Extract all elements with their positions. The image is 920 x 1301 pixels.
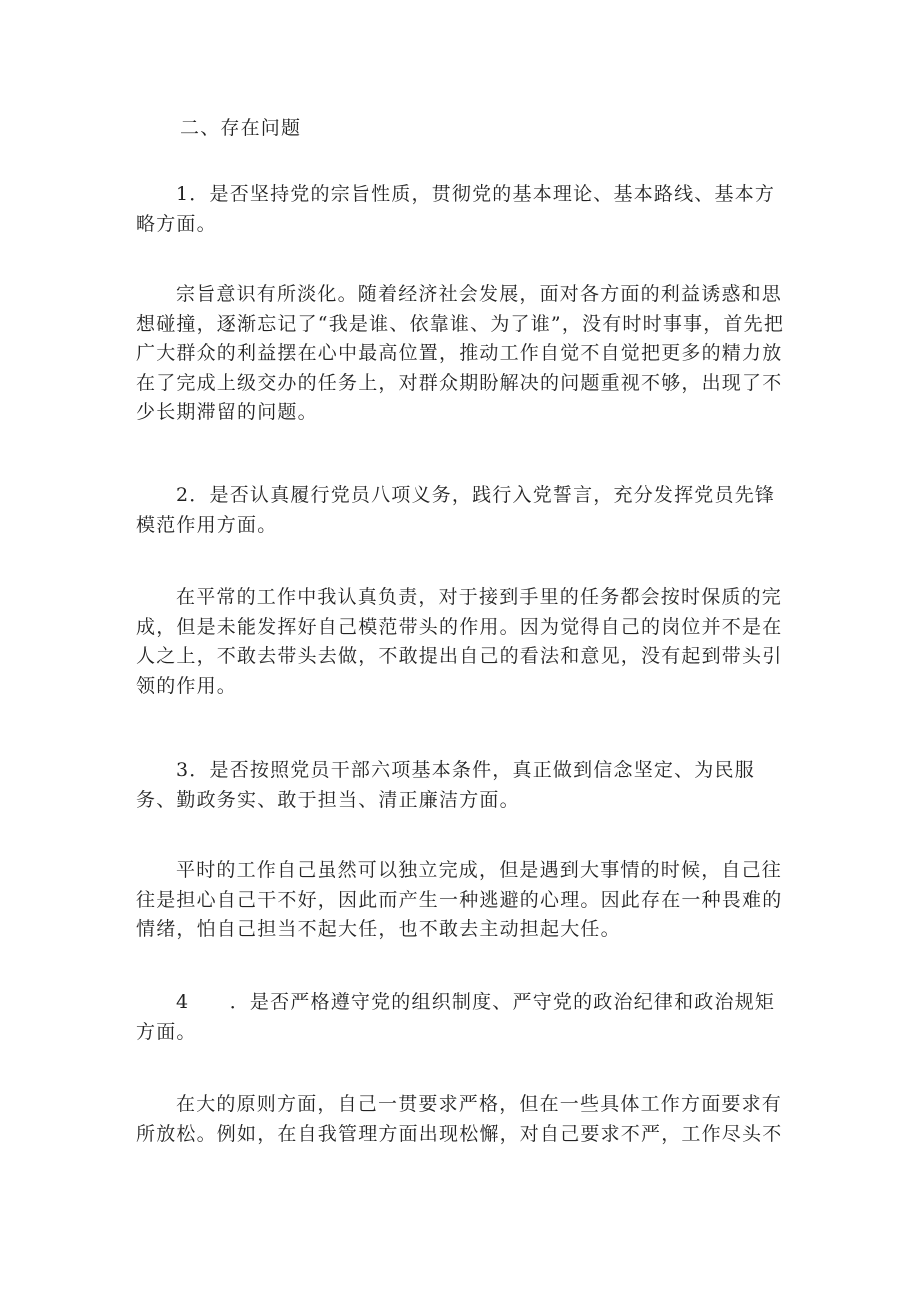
question-3: 3．是否按照党员干部六项基本条件，真正做到信念坚定、为民服务、勤政务实、敢于担当、清正廉洁方面。 [136,759,755,811]
question-2: 2．是否认真履行党员八项义务，践行入党誓言，充分发挥党员先锋模范作用方面。 [136,484,776,536]
answer-2: 在平常的工作中我认真负责，对于接到手里的任务都会按时保质的完成，但是未能发挥好自己模范带头的作用。因为觉得自己的岗位并不是在人之上，不敢去带头去做，不敢提出自己的看法和意见，没有起到带头引领的作用。 [136,586,783,697]
question-4: 4 ．是否严格遵守党的组织制度、严守党的政治纪律和政治规矩方面。 [136,991,776,1043]
answer-4: 在大的原则方面，自己一贯要求严格，但在一些具体工作方面要求有所放松。例如，在自我管理方面出现松懈，对自己要求不严，工作尽头不 [136,1093,783,1145]
question-1: 1．是否坚持党的宗旨性质，贯彻党的基本理论、基本路线、基本方略方面。 [136,183,776,235]
answer-3: 平时的工作自己虽然可以独立完成，但是遇到大事情的时候，自己往往是担心自己干不好，因此而产生一种逃避的心理。因此存在一种畏难的情绪，怕自己担当不起大任，也不敢去主动担起大任。 [136,859,783,940]
answer-1: 宗旨意识有所淡化。随着经济社会发展，面对各方面的利益诱惑和思想碰撞，逐渐忘记了“我是谁、依靠谁、为了谁”，没有时时事事，首先把广大群众的利益摆在心中最高位置，推动工作自觉不自觉把更多的精力放在了完成上级交办的任务上，对群众期盼解决的问题重视不够，出现了不少长期滞留的问题。 [136,283,785,423]
section-heading: 二、存在问题 [180,117,302,139]
